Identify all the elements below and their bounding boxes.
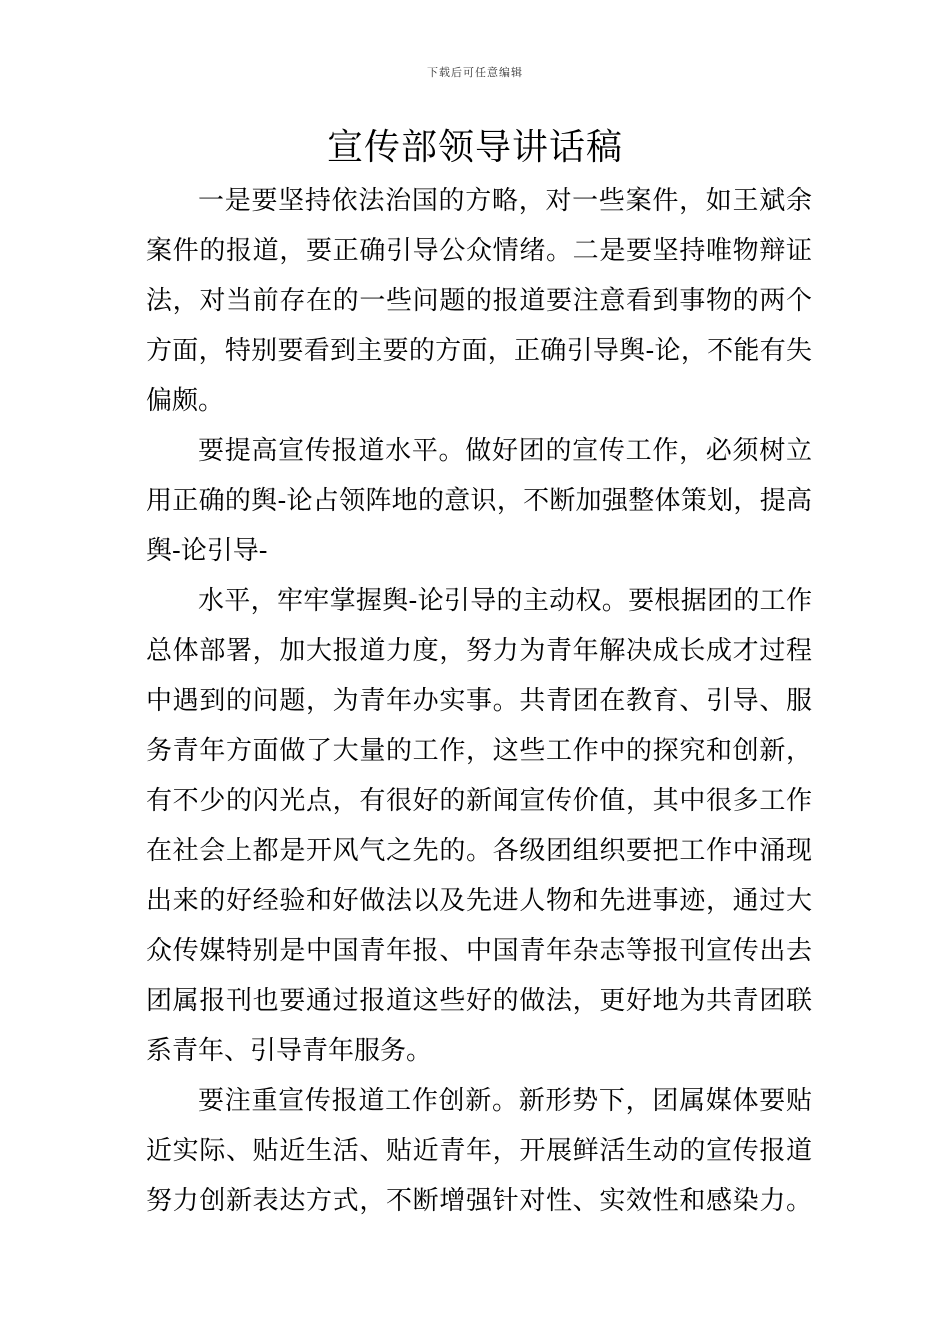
body-line: 努力创新表达方式，不断增强针对性、实效性和感染力。	[146, 1186, 812, 1216]
body-line: 近实际、贴近生活、贴近青年，开展鲜活生动的宣传报道	[146, 1136, 812, 1166]
body-line: 要注重宣传报道工作创新。新形势下，团属媒体要贴	[198, 1086, 812, 1116]
body-line: 舆-论引导-	[146, 536, 268, 566]
body-line: 团属报刊也要通过报道这些好的做法，更好地为共青团联	[146, 986, 812, 1016]
header-note: 下载后可任意编辑	[427, 66, 523, 79]
body-line: 用正确的舆-论占领阵地的意识，不断加强整体策划，提高	[146, 486, 812, 516]
body-line: 方面，特别要看到主要的方面，正确引导舆-论，不能有失	[146, 336, 812, 366]
body-line: 法，对当前存在的一些问题的报道要注意看到事物的两个	[146, 286, 812, 316]
body-line: 一是要坚持依法治国的方略，对一些案件，如王斌余	[198, 186, 812, 216]
document-title: 宣传部领导讲话稿	[326, 127, 623, 168]
document-body	[146, 176, 812, 1226]
body-line: 水平，牢牢掌握舆-论引导的主动权。要根据团的工作	[198, 586, 812, 616]
body-line: 案件的报道，要正确引导公众情绪。二是要坚持唯物辩证	[146, 236, 812, 266]
body-line: 系青年、引导青年服务。	[146, 1036, 433, 1066]
body-line: 要提高宣传报道水平。做好团的宣传工作，必须树立	[198, 436, 812, 466]
body-line: 出来的好经验和好做法以及先进人物和先进事迹，通过大	[146, 886, 812, 916]
body-line: 在社会上都是开风气之先的。各级团组织要把工作中涌现	[146, 836, 812, 866]
body-line: 偏颇。	[146, 386, 225, 416]
body-line: 中遇到的问题，为青年办实事。共青团在教育、引导、服	[146, 686, 812, 716]
body-line: 务青年方面做了大量的工作，这些工作中的探究和创新，	[146, 736, 812, 766]
body-line: 总体部署，加大报道力度，努力为青年解决成长成才过程	[146, 636, 812, 666]
body-line: 有不少的闪光点，有很好的新闻宣传价值，其中很多工作	[146, 786, 812, 816]
body-line: 众传媒特别是中国青年报、中国青年杂志等报刊宣传出去	[146, 936, 812, 966]
